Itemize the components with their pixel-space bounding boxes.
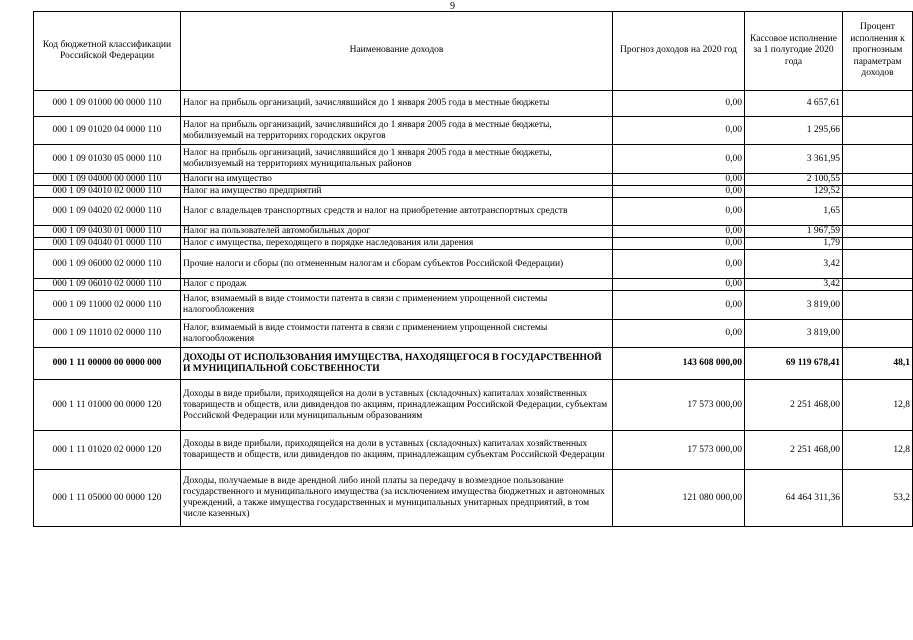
cell-cash: 2 251 468,00 xyxy=(745,380,843,431)
table-row xyxy=(34,238,913,250)
revenue-table xyxy=(33,11,913,527)
table-row xyxy=(34,250,913,279)
cell-cash: 3,42 xyxy=(745,250,843,279)
cell-name: Доходы в виде прибыли, приходящейся на доли в уставных (складочных) капиталах хозяйственных товариществ и обществ, или дивидендов по акциям, принадлежащим Российской Федерации, субъектам Российской Федерации или муниципальным образованиям xyxy=(181,380,613,431)
table-row xyxy=(34,91,913,117)
cell-cash: 1,79 xyxy=(745,238,843,250)
cell-percent xyxy=(843,186,913,198)
cell-name: Прочие налоги и сборы (по отмененным налогам и сборам субъектов Российской Федерации) xyxy=(181,250,613,279)
cell-cash: 2 100,55 xyxy=(745,174,843,186)
page-number: 9 xyxy=(450,1,455,12)
cell-percent xyxy=(843,238,913,250)
cell-name: Доходы, получаемые в виде арендной либо иной платы за передачу в возмездное пользование государственного и муниципального имущества (за исключением имущества бюджетных и автономных учреждений, а также имущества государственных и муниципальных унитарных предприятий, в том числе казенных) xyxy=(181,470,613,527)
cell-forecast: 0,00 xyxy=(613,238,745,250)
cell-cash: 69 119 678,41 xyxy=(745,348,843,380)
cell-percent xyxy=(843,291,913,320)
cell-name: Налог на прибыль организаций, зачислявшийся до 1 января 2005 года в местные бюджеты xyxy=(181,91,613,117)
cell-name: Налог на имущество предприятий xyxy=(181,186,613,198)
table-row xyxy=(34,174,913,186)
cell-code: 000 1 09 01000 00 0000 110 xyxy=(34,91,181,117)
table-row xyxy=(34,145,913,174)
cell-forecast: 121 080 000,00 xyxy=(613,470,745,527)
cell-forecast: 0,00 xyxy=(613,291,745,320)
table-row xyxy=(34,320,913,348)
cell-name: Налог с продаж xyxy=(181,279,613,291)
table-row xyxy=(34,198,913,226)
cell-code: 000 1 09 04010 02 0000 110 xyxy=(34,186,181,198)
cell-cash: 129,52 xyxy=(745,186,843,198)
cell-forecast: 143 608 000,00 xyxy=(613,348,745,380)
cell-percent xyxy=(843,279,913,291)
cell-percent: 48,1 xyxy=(843,348,913,380)
cell-name: ДОХОДЫ ОТ ИСПОЛЬЗОВАНИЯ ИМУЩЕСТВА, НАХОДЯЩЕГОСЯ В ГОСУДАРСТВЕННОЙ И МУНИЦИПАЛЬНОЙ СОБСТВЕННОСТИ xyxy=(181,348,613,380)
cell-name: Доходы в виде прибыли, приходящейся на доли в уставных (складочных) капиталах хозяйственных товариществ и обществ, или дивидендов по акциям, принадлежащим субъектам Российской Федерации xyxy=(181,431,613,470)
cell-code: 000 1 09 11010 02 0000 110 xyxy=(34,320,181,348)
cell-percent xyxy=(843,117,913,145)
header-cash: Кассовое исполнение за 1 полугодие 2020 года xyxy=(745,12,843,91)
cell-code: 000 1 09 06000 02 0000 110 xyxy=(34,250,181,279)
cell-code: 000 1 09 06010 02 0000 110 xyxy=(34,279,181,291)
cell-percent: 12,8 xyxy=(843,431,913,470)
cell-code: 000 1 11 00000 00 0000 000 xyxy=(34,348,181,380)
cell-name: Налог, взимаемый в виде стоимости патента в связи с применением упрощенной системы налогообложения xyxy=(181,291,613,320)
cell-percent xyxy=(843,145,913,174)
cell-cash: 1 967,59 xyxy=(745,226,843,238)
cell-forecast: 0,00 xyxy=(613,320,745,348)
cell-code: 000 1 11 01020 02 0000 120 xyxy=(34,431,181,470)
cell-code: 000 1 09 04030 01 0000 110 xyxy=(34,226,181,238)
cell-code: 000 1 09 01030 05 0000 110 xyxy=(34,145,181,174)
table-row xyxy=(34,291,913,320)
table-body xyxy=(34,91,913,527)
cell-percent: 53,2 xyxy=(843,470,913,527)
cell-name: Налог, взимаемый в виде стоимости патента в связи с применением упрощенной системы налогообложения xyxy=(181,320,613,348)
cell-code: 000 1 11 01000 00 0000 120 xyxy=(34,380,181,431)
cell-code: 000 1 09 11000 02 0000 110 xyxy=(34,291,181,320)
cell-name: Налог с владельцев транспортных средств и налог на приобретение автотранспортных средств xyxy=(181,198,613,226)
cell-forecast: 0,00 xyxy=(613,174,745,186)
cell-name: Налог на прибыль организаций, зачислявшийся до 1 января 2005 года в местные бюджеты, мобилизуемый на территориях муниципальных районов xyxy=(181,145,613,174)
cell-forecast: 0,00 xyxy=(613,186,745,198)
cell-forecast: 0,00 xyxy=(613,279,745,291)
cell-forecast: 0,00 xyxy=(613,198,745,226)
cell-forecast: 0,00 xyxy=(613,117,745,145)
cell-cash: 3 819,00 xyxy=(745,320,843,348)
cell-code: 000 1 11 05000 00 0000 120 xyxy=(34,470,181,527)
cell-cash: 3 819,00 xyxy=(745,291,843,320)
cell-forecast: 0,00 xyxy=(613,226,745,238)
table-header-row xyxy=(34,12,913,91)
cell-name: Налог на прибыль организаций, зачислявшийся до 1 января 2005 года в местные бюджеты, мобилизуемый на территориях городских округов xyxy=(181,117,613,145)
cell-name: Налог на пользователей автомобильных дорог xyxy=(181,226,613,238)
cell-code: 000 1 09 04000 00 0000 110 xyxy=(34,174,181,186)
cell-percent xyxy=(843,226,913,238)
table-row xyxy=(34,348,913,380)
cell-cash: 3,42 xyxy=(745,279,843,291)
cell-percent xyxy=(843,250,913,279)
header-percent: Процент исполнения к прогнозным параметрам доходов xyxy=(843,12,913,91)
cell-code: 000 1 09 01020 04 0000 110 xyxy=(34,117,181,145)
table-row xyxy=(34,431,913,470)
table-row xyxy=(34,186,913,198)
cell-cash: 1,65 xyxy=(745,198,843,226)
cell-forecast: 17 573 000,00 xyxy=(613,380,745,431)
table-row xyxy=(34,470,913,527)
cell-code: 000 1 09 04040 01 0000 110 xyxy=(34,238,181,250)
cell-cash: 2 251 468,00 xyxy=(745,431,843,470)
cell-code: 000 1 09 04020 02 0000 110 xyxy=(34,198,181,226)
cell-forecast: 0,00 xyxy=(613,91,745,117)
cell-forecast: 17 573 000,00 xyxy=(613,431,745,470)
table-row xyxy=(34,279,913,291)
header-code: Код бюджетной классификации Российской Федерации xyxy=(34,12,181,91)
cell-cash: 1 295,66 xyxy=(745,117,843,145)
cell-cash: 4 657,61 xyxy=(745,91,843,117)
table-row xyxy=(34,117,913,145)
cell-cash: 3 361,95 xyxy=(745,145,843,174)
cell-percent xyxy=(843,174,913,186)
table-row xyxy=(34,380,913,431)
cell-percent: 12,8 xyxy=(843,380,913,431)
cell-percent xyxy=(843,91,913,117)
cell-name: Налоги на имущество xyxy=(181,174,613,186)
cell-forecast: 0,00 xyxy=(613,145,745,174)
cell-cash: 64 464 311,36 xyxy=(745,470,843,527)
header-forecast: Прогноз доходов на 2020 год xyxy=(613,12,745,91)
table-row xyxy=(34,226,913,238)
cell-percent xyxy=(843,198,913,226)
cell-forecast: 0,00 xyxy=(613,250,745,279)
cell-percent xyxy=(843,320,913,348)
header-name: Наименование доходов xyxy=(181,12,613,91)
cell-name: Налог с имущества, переходящего в порядке наследования или дарения xyxy=(181,238,613,250)
